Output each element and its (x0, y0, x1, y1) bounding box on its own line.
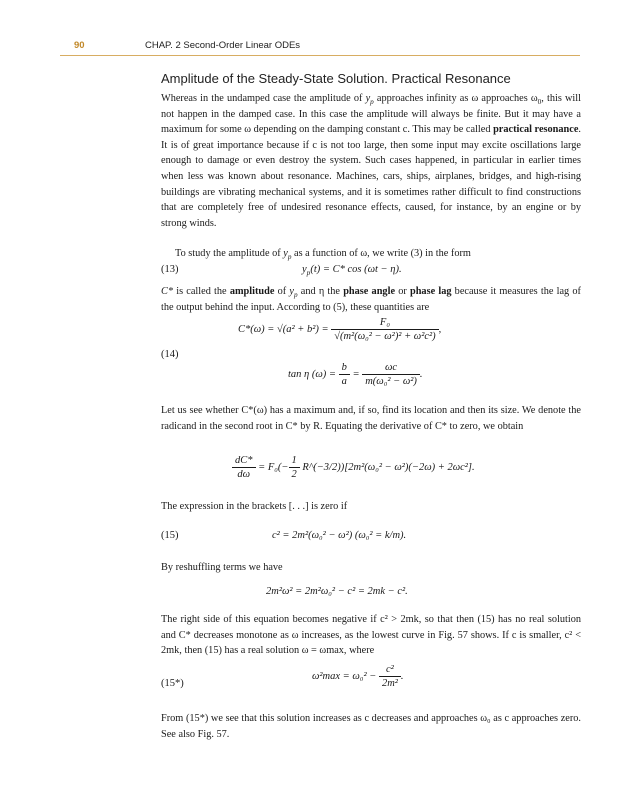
running-head: CHAP. 2 Second-Order Linear ODEs (145, 40, 301, 51)
paragraph-conclusion: From (15*) we see that this solution increases as c decreases and approaches ω₀ as c approaches zero. See also Fig. 57. (161, 713, 581, 740)
equation-number-15: (15) (161, 530, 179, 541)
equation-reshuffled: 2m²ω² = 2m²ω₀² − c² = 2mk − c². (266, 586, 408, 597)
equation-15-star: ω²max = ω₀² − $\frac{\text{c²}}{\text{2m²}}$ . (312, 664, 404, 689)
equation-13: $y_p(t) = C*$ cos (ωt − η). (302, 264, 402, 278)
equation-number-14: (14) (161, 349, 179, 360)
paragraph-right-side: The right side of this equation becomes negative if c² > 2mk, so that then (15) has no real solution and C* decreases monotone as ω increases, as the lowest curve in Fig. 57 shows. If c is smaller, c² < 2mk, then (15) has a real solution ω = ωmax, where (161, 614, 581, 657)
equation-14-amplitude: C*(ω) = √(a² + b²) = $\frac{\text{F₀}}{\text{√(m²(ω₀² − ω²)² + ω²c²)}}$ , (238, 317, 442, 342)
page-header (0, 40, 639, 56)
paragraph-brackets: The expression in the brackets [. . .] is zero if (161, 501, 348, 512)
paragraph-maximum: Let us see whether C*(ω) has a maximum and, if so, find its location and then its size. We denote the radicand in the second root in C* by R. Equating the derivative of C* to zero, we obtain (161, 405, 581, 432)
equation-derivative: $\frac{dC*}{d\omega}$ = F₀(− $\frac{1}{2}$ R^(−3/2))[2m²(ω₀² − ω²)(−2ω) + 2ωc²]. (232, 455, 475, 480)
equation-number-13: (13) (161, 264, 179, 275)
section-title: Amplitude of the Steady-State Solution. Practical Resonance (161, 71, 511, 86)
paragraph-amplitude: C* is called the amplitude of $y_p$ and η the phase angle or phase lag because it measures the lag of the output behind the input. According to (5), these quantities are (161, 286, 581, 313)
equation-14-phase: tan η (ω) = $\frac{b}{a}$ = $\frac{\omega c}{\text{m(ω₀² − ω²)}}$ . (288, 362, 423, 387)
header-rule (60, 55, 580, 56)
equation-number-15-star: (15*) (161, 678, 184, 689)
paragraph-study: To study the amplitude of $y_p$ as a function of ω, we write (3) in the form (175, 248, 471, 262)
paragraph-intro: Whereas in the undamped case the amplitude of $y_p$ approaches infinity as ω approaches $\omega_0$, this will not happen in the damped case. In this case the amplitude will always be finite. But it may have a maximum for some ω depending on the damping constant c. This may be called practical resonance. It is of great importance because if c is not too large, then some input may excite oscillations large enough to damage or even destroy the system. Such cases happened, in particular in earlier times when less was known about resonance. Machines, cars, ships, airplanes, bridges, and high-rising buildings are vibrating mechanical systems, and it is sometimes rather difficult to find constructions that are completely free of undesired resonance effects, caused, for instance, by an engine or by strong winds. (161, 93, 581, 229)
page-number: 90 (74, 40, 85, 51)
paragraph-reshuffle: By reshuffling terms we have (161, 562, 283, 573)
equation-15: c² = 2m²(ω₀² − ω²) (ω₀² = k/m). (272, 530, 407, 541)
term-practical-resonance: practical resonance (493, 124, 579, 136)
